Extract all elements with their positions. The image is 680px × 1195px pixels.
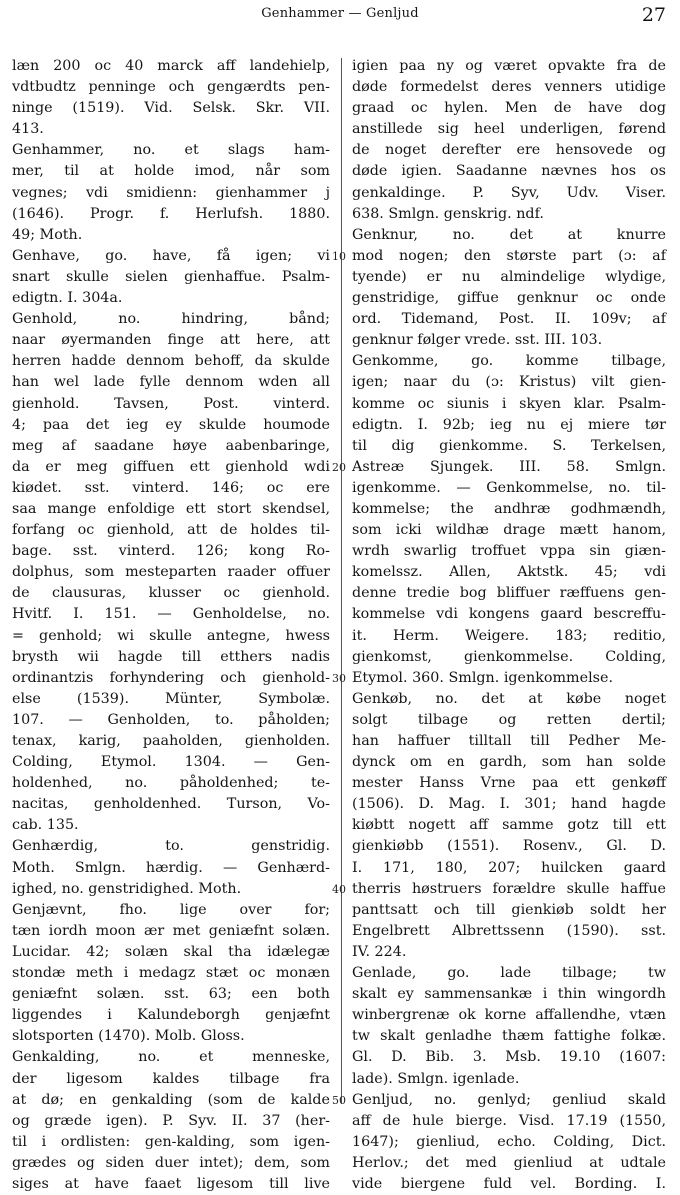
line-number: 40: [332, 882, 346, 896]
text-line: vdtbudtz penninge och gengærdts pen-: [12, 79, 330, 96]
text-line: han haffuer tilltall till Pedher Me-: [352, 733, 666, 749]
text-line: snart skulle sielen gienhaffue. Psalm-: [12, 268, 330, 285]
text-line: genknur følger vrede. sst. III. 103.: [352, 332, 603, 349]
text-line: Genknur, no. det at knurre: [352, 226, 666, 243]
text-line: 4; paa det ieg ey skulde houmode: [12, 416, 330, 433]
line-number: 50: [332, 1093, 346, 1107]
text-line: siges at have faaet ligesom till live: [12, 1175, 330, 1192]
text-line: døde igien. Saadanne nævnes hos os: [352, 163, 666, 180]
text-line: mester Hanss Vrne paa ett genkøff: [352, 775, 666, 792]
text-line: ighed, no. genstridighed. Moth.: [12, 880, 242, 897]
text-line: Genhave, go. have, få igen; vi: [12, 247, 330, 264]
text-line: geniæfnt solæn. sst. 63; een both: [12, 986, 330, 1003]
text-line: vide biergene fuld vel. Bording. I.: [352, 1175, 666, 1192]
text-line: grædes og siden duer intet); dem, som: [12, 1154, 330, 1171]
text-line: Genljud, no. genlyd; genliud skald: [352, 1091, 666, 1108]
text-line: tyende) er nu almindelige wlydige,: [352, 268, 666, 285]
text-line: ninge (1519). Vid. Selsk. Skr. VII.: [12, 100, 330, 117]
text-line: tenax, karig, paaholden, gienholden.: [12, 733, 330, 749]
text-line: Genjævnt, fho. lige over for;: [12, 901, 330, 918]
text-line: (1646). Progr. f. Herlufsh. 1880.: [12, 205, 330, 222]
text-line: kiødet. sst. vinterd. 146; oc ere: [12, 479, 330, 496]
text-line: edigtn. I. 304a.: [12, 290, 123, 307]
text-line: Astreæ Sjungek. III. 58. Smlgn.: [352, 458, 666, 475]
text-line: liggendes i Kalundeborgh genjæfnt: [12, 1007, 330, 1024]
text-line: til dig gienkomme. S. Terkelsen,: [352, 437, 666, 454]
text-line: nacitas, genholdenhed. Turson, Vo-: [12, 796, 330, 813]
text-line: Genkalding, no. et menneske,: [12, 1049, 330, 1066]
text-line: Genhold, no. hindring, bånd;: [12, 311, 330, 328]
text-line: skalt ey sammensankæ i thin wingordh: [352, 986, 666, 1003]
text-line: therris høstruers forældre skulle haffue: [352, 880, 666, 897]
text-line: kommelse; the andhræ godhmændh,: [352, 500, 666, 517]
text-line: herren hadde dennom behoff, da skulde: [12, 353, 330, 370]
text-line: Genhærdig, to. genstridig.: [12, 838, 330, 855]
text-line: Hvitf. I. 151. — Genholdelse, no.: [12, 606, 330, 623]
text-line: kommelse vdi kongens gaard bescreffu-: [352, 606, 666, 623]
text-line: komelssz. Allen, Aktstk. 45; vdi: [352, 564, 666, 581]
text-line: Colding, Etymol. 1304. — Gen-: [12, 754, 330, 771]
text-line: edigtn. I. 92b; ieg nu ej miere tør: [352, 416, 666, 433]
text-line: genkaldinge. P. Syv, Udv. Viser.: [352, 184, 666, 201]
text-line: forfang oc gienhold, att de holdes til-: [12, 522, 330, 539]
text-line: bage. sst. vinterd. 126; kong Ro-: [12, 543, 330, 560]
text-line: else (1539). Münter, Symbolæ.: [12, 690, 330, 707]
text-line: mer, til at holde imod, når som: [12, 163, 330, 180]
text-line: gienkomst, gienkommelse. Colding,: [352, 648, 666, 665]
text-line: 638. Smlgn. genskrig. ndf.: [352, 205, 544, 222]
text-line: graad oc hylen. Men de have dog: [352, 100, 666, 117]
text-line: solgt tilbage og retten dertil;: [352, 711, 666, 728]
text-line: it. Herm. Weigere. 183; reditio,: [352, 627, 666, 644]
text-line: igen; naar du (ɔ: Kristus) vilt gien-: [352, 374, 666, 391]
text-line: vegnes; vdi smidienn: gienhammer j: [12, 184, 330, 201]
text-line: han wel lade fylle dennom wden all: [12, 374, 330, 391]
text-line: de clausuras, klusser oc gienhold.: [12, 585, 330, 602]
text-line: døde formedelst deres venners utidige: [352, 79, 666, 96]
text-line: I. 171, 180, 207; huilcken gaard: [352, 859, 666, 876]
text-line: Genlade, go. lade tilbage; tw: [352, 965, 666, 982]
text-line: ordinantzis forhyndering och gienhold-: [12, 669, 330, 686]
text-line: ord. Tidemand, Post. II. 109v; af: [352, 311, 666, 328]
text-line: Lucidar. 42; solæn skal tha idælegæ: [12, 943, 330, 960]
text-line: slotsporten (1470). Molb. Gloss.: [12, 1028, 245, 1045]
text-line: = genhold; wi skulle antegne, hwess: [12, 627, 330, 644]
text-line: saa mange enfoldige ett stort skendsel,: [12, 500, 330, 517]
page-header: [0, 0, 680, 40]
text-line: som icki wildhæ drage mætt hanom,: [352, 522, 666, 539]
line-number: 10: [332, 249, 346, 263]
text-line: Gl. D. Bib. 3. Msb. 19.10 (1607:: [352, 1049, 666, 1066]
text-line: 1647); gienliud, echo. Colding, Dict.: [352, 1133, 666, 1150]
text-line: og græde igen). P. Syv. II. 37 (her-: [12, 1112, 330, 1129]
text-line: IV. 224.: [352, 943, 407, 960]
line-number: 30: [332, 671, 346, 685]
text-line: stondæ meth i medagz stæt oc monæn: [12, 965, 330, 982]
right-column: [352, 56, 666, 1192]
text-line: gienkiøbb (1551). Rosenv., Gl. D.: [352, 838, 666, 855]
text-line: wrdh swarlig troffuet vppa sin giæn-: [352, 543, 666, 560]
text-line: Genkomme, go. komme tilbage,: [352, 353, 666, 370]
text-line: at dø; en genkalding (som de kalde: [12, 1091, 330, 1108]
text-line: igien paa ny og været opvakte fra de: [352, 58, 666, 74]
text-line: 107. — Genholden, to. påholden;: [12, 711, 330, 728]
text-line: gienhold. Tavsen, Post. vinterd.: [12, 395, 330, 412]
text-line: der ligesom kaldes tilbage fra: [12, 1070, 330, 1087]
text-line: panttsatt och till gienkiøb soldt her: [352, 901, 666, 918]
text-line: tæn iordh moon ær met geniæfnt solæn.: [12, 922, 330, 939]
line-number: 20: [332, 460, 346, 474]
text-line: da er meg giffuen ett gienhold wdi: [12, 458, 330, 475]
text-line: genstridige, giffue genknur oc onde: [352, 290, 666, 307]
text-line: de noget derefter ere hensovede og: [352, 142, 666, 159]
text-line: mod nogen; den største part (ɔ: af: [352, 247, 666, 264]
page-number: 27: [641, 4, 666, 26]
text-line: denne tredie bog bliffuer ræffuens gen-: [352, 585, 666, 602]
text-line: (1506). D. Mag. I. 301; hand hagde: [352, 796, 666, 813]
running-head: Genhammer — Genljud: [261, 6, 419, 21]
text-line: Moth. Smlgn. hærdig. — Genhærd-: [12, 859, 330, 876]
left-column: [12, 56, 330, 1192]
text-line: lade). Smlgn. igenlade.: [352, 1070, 520, 1087]
text-line: winbergrenæ ok korne affallendhe, vtæn: [352, 1007, 666, 1024]
text-line: dynck om en gardh, som han solde: [352, 754, 666, 771]
text-line: Engelbrett Albrettssenn (1590). sst.: [352, 922, 666, 939]
text-line: kiøbtt nogett aff samme gotz till ett: [352, 817, 666, 834]
column-divider: [341, 58, 342, 1104]
text-line: cab. 135.: [12, 817, 79, 834]
text-line: tw skalt genladhe thæm fattighe folkæ.: [352, 1028, 666, 1045]
text-line: Genkøb, no. det at købe noget: [352, 690, 666, 707]
text-line: 413.: [12, 121, 44, 138]
text-line: brysth wii hagde till etthers nadis: [12, 648, 330, 665]
text-line: anstillede sig heel underligen, førend: [352, 121, 666, 138]
text-line: holdenhed, no. påholdenhed; te-: [12, 775, 330, 792]
text-line: Genhammer, no. et slags ham-: [12, 142, 330, 159]
text-line: dolphus, som mesteparten raader offuer: [12, 564, 330, 581]
text-line: aff de hule bierge. Visd. 17.19 (1550,: [352, 1112, 666, 1129]
text-line: meg af saadane høye aabenbaringe,: [12, 437, 330, 454]
text-line: 49; Moth.: [12, 226, 83, 243]
text-line: komme oc siunis i skyen klar. Psalm-: [352, 395, 666, 412]
text-line: Etymol. 360. Smlgn. igenkommelse.: [352, 669, 613, 686]
text-line: læn 200 oc 40 marck aff landehielp,: [12, 58, 330, 74]
text-line: til i ordlisten: gen-kalding, som igen-: [12, 1133, 330, 1150]
text-line: naar øyermanden finge att here, att: [12, 332, 330, 349]
text-line: igenkomme. — Genkommelse, no. til-: [352, 479, 666, 496]
text-line: Herlov.; det med gienliud at udtale: [352, 1154, 666, 1171]
